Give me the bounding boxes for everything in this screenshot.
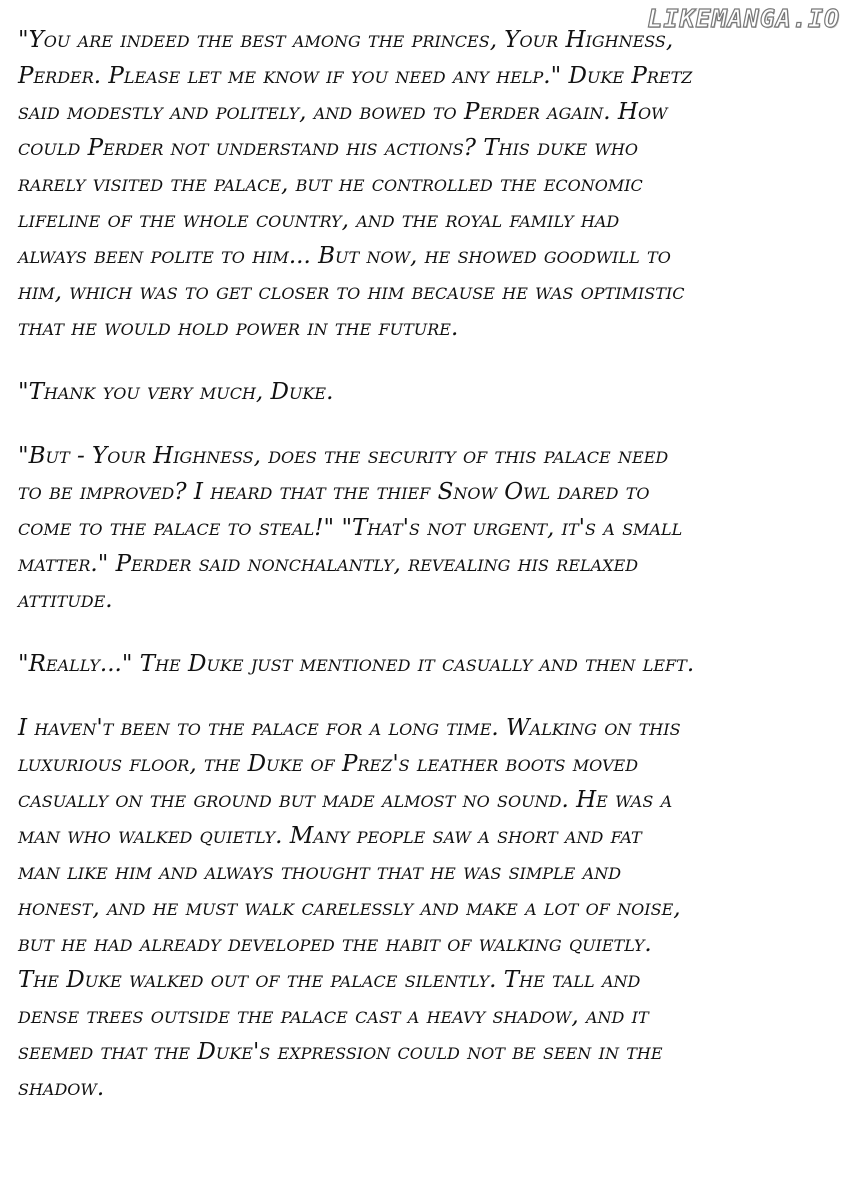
paragraph-2: "Thank you very much, Duke. [18, 379, 334, 405]
paragraph-1: "You are indeed the best among the princes, Your Highness, Perder. Please let me know if you need any help." Duke Pretz said modestly and politely, and bowed to Perder again. How could Perder not understand his actions? This duke who rarely visited the palace, but he controlled the economic lifeline of the whole country, and the royal family had always been polite to him... But now, he showed goodwill to him, which was to get closer to him because he was optimistic that he would hold power in the future. [18, 27, 693, 341]
paragraph-3: "But - Your Highness, does the security of this palace need to be improved? I heard that the thief Snow Owl dared to come to the palace to steal!" "That's not urgent, it's a small matter." Perder said nonchalantly, revealing his relaxed attitude. [18, 443, 683, 613]
paragraph-5: I haven't been to the palace for a long time. Walking on this luxurious floor, the Duke of Prez's leather boots moved casually on the ground but made almost no sound. He was a man who walked quietly. Many people saw a short and fat man like him and always thought that he was simple and honest, and he must walk carelessly and make a lot of noise, but he had already developed the habit of walking quietly. The Duke walked out of the palace silently. The tall and dense trees outside the palace cast a heavy shadow, and it seemed that the Duke's expression could not be seen in the shadow. [18, 715, 681, 1101]
paragraph-4: "Really..." The Duke just mentioned it casually and then left. [18, 651, 695, 677]
watermark-logo: LIKEMANGA.IO [647, 4, 840, 33]
story-text [18, 22, 840, 1134]
